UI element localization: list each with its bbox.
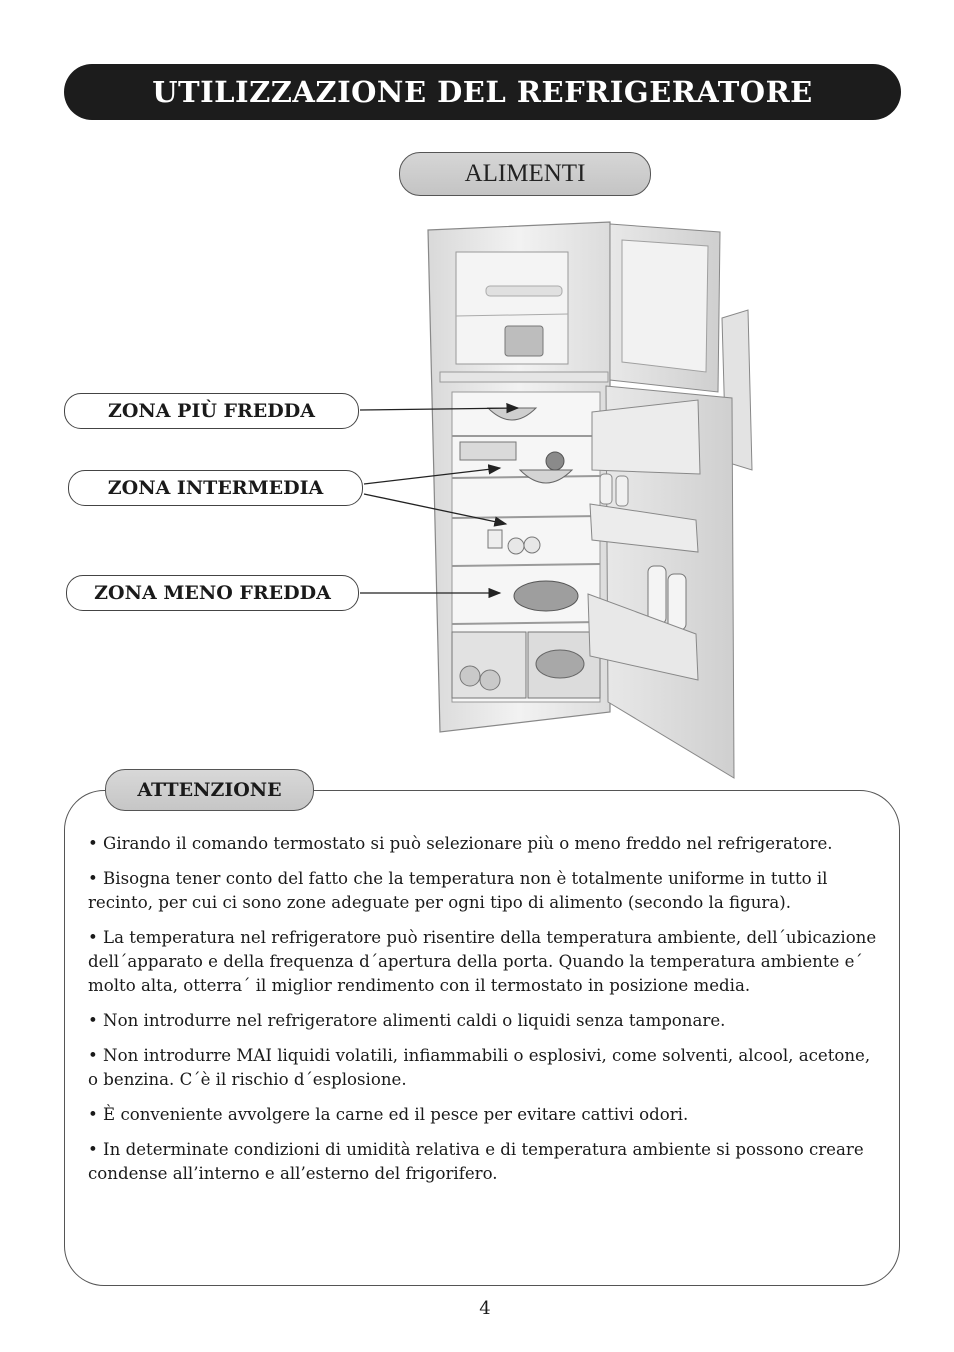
note-item: • La temperatura nel refrigeratore può risentire della temperatura ambiente, dell´ubicazione dell´apparato e della frequenza d´apertura della porta. Quando la temperatura ambiente e´ molto alta, otterra´ il miglior rendimento con il termostato in posizione media. [88, 928, 877, 995]
zone-arrows [360, 408, 518, 593]
page-title: UTILIZZAZIONE DEL REFRIGERATORE [152, 75, 813, 109]
zone-label-intermediate: ZONA INTERMEDIA [68, 470, 363, 506]
page-title-bar [64, 64, 901, 120]
figure-label-alimenti: ALIMENTI [399, 152, 651, 196]
note-item: • È conveniente avvolgere la carne ed il pesce per evitare cattivi odori. [88, 1105, 689, 1124]
fridge-door [588, 386, 734, 778]
attention-notes [88, 832, 878, 1197]
note-item: • In determinate condizioni di umidità relativa e di temperatura ambiente si possono creare condense all’interno e all’esterno del frigorifero. [88, 1140, 864, 1183]
freezer-door [610, 224, 752, 470]
page-number: 4 [479, 1298, 491, 1319]
zone-label-coldest: ZONA PIÙ FREDDA [64, 393, 359, 429]
note-item: • Bisogna tener conto del fatto che la temperatura non è totalmente uniforme in tutto il recinto, per cui ci sono zone adeguate per ogni tipo di alimento (secondo la figura). [88, 869, 828, 912]
zone-label-least-cold: ZONA MENO FREDDA [66, 575, 359, 611]
note-item: • Girando il comando termostato si può selezionare più o meno freddo nel refrigeratore. [88, 834, 833, 853]
note-item: • Non introdurre nel refrigeratore alimenti caldi o liquidi senza tamponare. [88, 1011, 726, 1030]
note-item: • Non introdurre MAI liquidi volatili, infiammabili o esplosivi, come solventi, alcool, acetone, o benzina. C´è il rischio d´esplosione. [88, 1046, 871, 1089]
fridge-cabinet [428, 222, 610, 732]
attention-label: ATTENZIONE [105, 769, 314, 811]
